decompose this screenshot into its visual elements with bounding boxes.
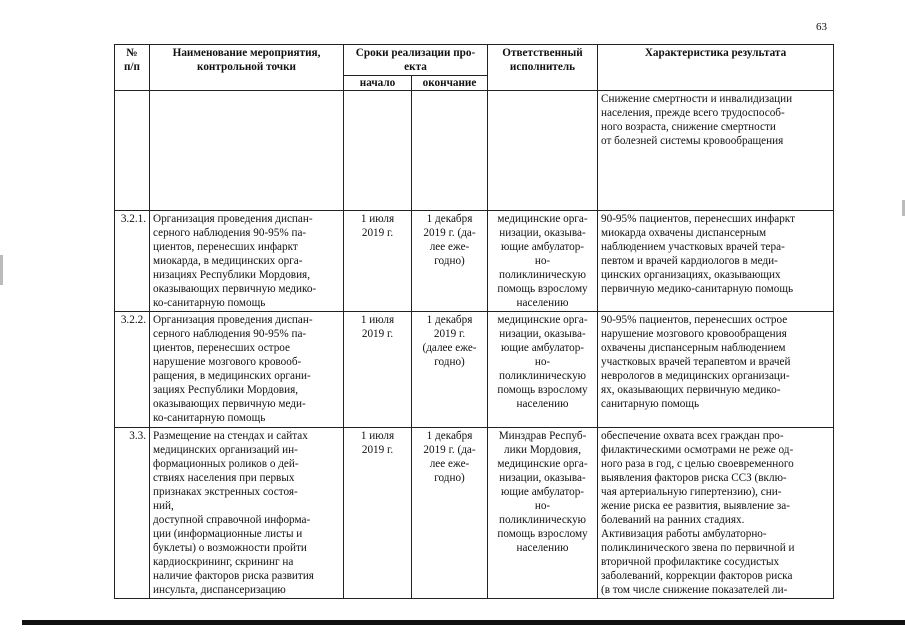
cell-num: 3.2.2. [115, 312, 150, 428]
cell-num: 3.3. [115, 428, 150, 599]
cell-name: Организация проведения диспан- серного наблюдения 90-95% па- циентов, перенесших острое нарушение мозгового кровооб- ращения, в медицинских органи- зациях Республики Мордовия, оказывающих первичную меди- ко-санитарную помощь [150, 312, 344, 428]
cell-start: 1 июля 2019 г. [344, 428, 412, 599]
cell-responsible [488, 91, 598, 211]
cell-start: 1 июля 2019 г. [344, 211, 412, 312]
header-responsible: Ответственный исполнитель [488, 45, 598, 91]
header-end: окончание [412, 76, 488, 91]
cell-responsible: Минздрав Респуб- лики Мордовия, медицинские орга- низации, оказыва- ющие амбулатор- но- поликлиническую помощь взрослому населению [488, 428, 598, 599]
cell-start [344, 91, 412, 211]
cell-result: Снижение смертности и инвалидизации населения, прежде всего трудоспособ- ного возраста, снижение смертности от болезней системы кровообращения [598, 91, 834, 211]
cell-responsible: медицинские орга- низации, оказыва- ющие амбулатор- но- поликлиническую помощь взрослому населению [488, 312, 598, 428]
table-row [115, 211, 834, 312]
cell-result: 90-95% пациентов, перенесших инфаркт миокарда охвачены диспансерным наблюдением участковых врачей тера- певтом и врачей кардиологов в меди- цинских организациях, оказывающих первичную медико-санитарную помощь [598, 211, 834, 312]
events-table [114, 44, 834, 599]
scan-edge-mark [0, 255, 3, 285]
scan-bottom-edge [22, 620, 905, 625]
cell-end: 1 декабря 2019 г. (далее еже- годно) [412, 312, 488, 428]
header-num: № п/п [115, 45, 150, 91]
cell-num: 3.2.1. [115, 211, 150, 312]
cell-end: 1 декабря 2019 г. (да- лее еже- годно) [412, 211, 488, 312]
cell-responsible: медицинские орга- низации, оказыва- ющие амбулатор- но- поликлиническую помощь взрослому населению [488, 211, 598, 312]
header-start: начало [344, 76, 412, 91]
header-name: Наименование мероприятия, контрольной точки [150, 45, 344, 91]
cell-result: 90-95% пациентов, перенесших острое нарушение мозгового кровообращения охвачены диспансерным наблюдением участковых врачей терапевтом и врачей неврологов в медицинских организаци- ях, оказывающих первичную медико- санитарную помощь [598, 312, 834, 428]
cell-name: Организация проведения диспан- серного наблюдения 90-95% па- циентов, перенесших инфаркт миокарда, в медицинских орга- низациях Республики Мордовия, оказывающих первичную медико- ко-санитарную помощь [150, 211, 344, 312]
header-deadlines: Сроки реализации про- екта [344, 45, 488, 76]
cell-end [412, 91, 488, 211]
table-row [115, 428, 834, 599]
table-row [115, 91, 834, 211]
header-result: Характеристика результата [598, 45, 834, 91]
cell-result: обеспечение охвата всех граждан про- филактическими осмотрами не реже од- ного раза в год, с целью своевременного выявления факторов риска ССЗ (вклю- чая артериальную гипертензию), сни- жение риска ее развития, выявление за- болеваний на ранних стадиях. Активизация работы амбулаторно- поликлинического звена по первичной и вторичной профилактике сосудистых заболеваний, коррекции факторов риска (в том числе снижение показателей ли- [598, 428, 834, 599]
page-number: 63 [816, 21, 827, 33]
table-row [115, 312, 834, 428]
cell-start: 1 июля 2019 г. [344, 312, 412, 428]
cell-end: 1 декабря 2019 г. (да- лее еже- годно) [412, 428, 488, 599]
cell-num [115, 91, 150, 211]
cell-name: Размещение на стендах и сайтах медицинских организаций ин- формационных роликов о дей- ствиях населения при первых признаках экстренных состоя- ний, доступной справочной информа- ции (информационные листы и буклеты) о возможности пройти кардиоскрининг, скрининг на наличие факторов риска развития инсульта, диспансеризацию [150, 428, 344, 599]
cell-name [150, 91, 344, 211]
